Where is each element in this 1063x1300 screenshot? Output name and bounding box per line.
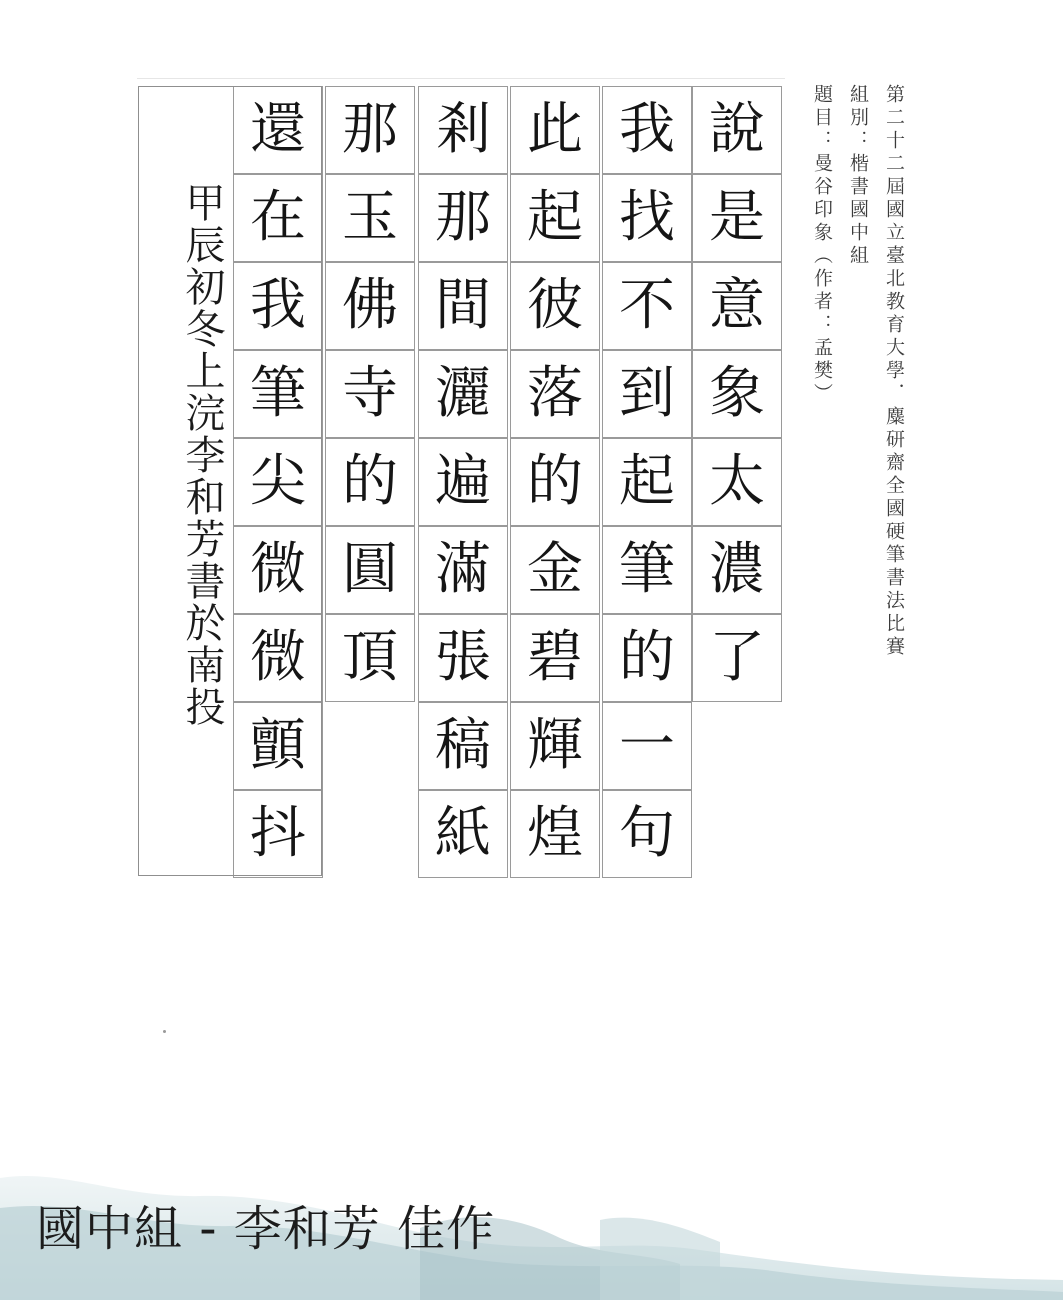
- poem-character: 灑: [418, 350, 508, 438]
- poem-character: 微: [233, 526, 323, 614]
- poem-character: 圓: [325, 526, 415, 614]
- poem-character: 煌: [510, 790, 600, 878]
- poem-character: 我: [602, 86, 692, 174]
- poem-character: 那: [325, 86, 415, 174]
- poem-character: 金: [510, 526, 600, 614]
- poem-character: 頂: [325, 614, 415, 702]
- poem-character: 象: [692, 350, 782, 438]
- signature-text: 甲辰初冬上浣李和芳書於南投: [179, 182, 225, 728]
- poem-character: 筆: [602, 526, 692, 614]
- poem-character: 還: [233, 86, 323, 174]
- speck: [163, 1030, 166, 1033]
- poem-character: 碧: [510, 614, 600, 702]
- poem-character: 寺: [325, 350, 415, 438]
- poem-character: 是: [692, 174, 782, 262]
- poem-character: 剎: [418, 86, 508, 174]
- poem-character: 到: [602, 350, 692, 438]
- poem-character: 在: [233, 174, 323, 262]
- poem-character: 意: [692, 262, 782, 350]
- poem-character: 玉: [325, 174, 415, 262]
- poem-character: 微: [233, 614, 323, 702]
- poem-character: 了: [692, 614, 782, 702]
- poem-character: 找: [602, 174, 692, 262]
- group-label: 組別：楷書國中組: [847, 84, 869, 268]
- poem-character: 的: [510, 438, 600, 526]
- topic-label: 題目：曼谷印象（作者：孟樊）: [811, 84, 833, 406]
- competition-title: 第二十二屆國立臺北教育大學．麋研齋全國硬筆書法比賽: [883, 84, 905, 659]
- poem-character: 我: [233, 262, 323, 350]
- poem-character: 抖: [233, 790, 323, 878]
- poem-character: 的: [602, 614, 692, 702]
- poem-character: 起: [510, 174, 600, 262]
- poem-character: 一: [602, 702, 692, 790]
- poem-character: 太: [692, 438, 782, 526]
- poem-character: 不: [602, 262, 692, 350]
- poem-character: 滿: [418, 526, 508, 614]
- poem-character: 紙: [418, 790, 508, 878]
- poem-character: 尖: [233, 438, 323, 526]
- poem-character: 間: [418, 262, 508, 350]
- poem-character: 那: [418, 174, 508, 262]
- poem-character: 句: [602, 790, 692, 878]
- poem-character: 的: [325, 438, 415, 526]
- poem-character: 顫: [233, 702, 323, 790]
- award-caption: 國中組 - 李和芳 佳作: [36, 1201, 496, 1257]
- poem-character: 筆: [233, 350, 323, 438]
- poem-character: 彼: [510, 262, 600, 350]
- poem-character: 落: [510, 350, 600, 438]
- poem-character: 說: [692, 86, 782, 174]
- poem-character: 張: [418, 614, 508, 702]
- poem-character: 遍: [418, 438, 508, 526]
- poem-character: 濃: [692, 526, 782, 614]
- poem-character: 起: [602, 438, 692, 526]
- poem-character: 此: [510, 86, 600, 174]
- poem-character: 輝: [510, 702, 600, 790]
- poem-character: 佛: [325, 262, 415, 350]
- poem-character: 稿: [418, 702, 508, 790]
